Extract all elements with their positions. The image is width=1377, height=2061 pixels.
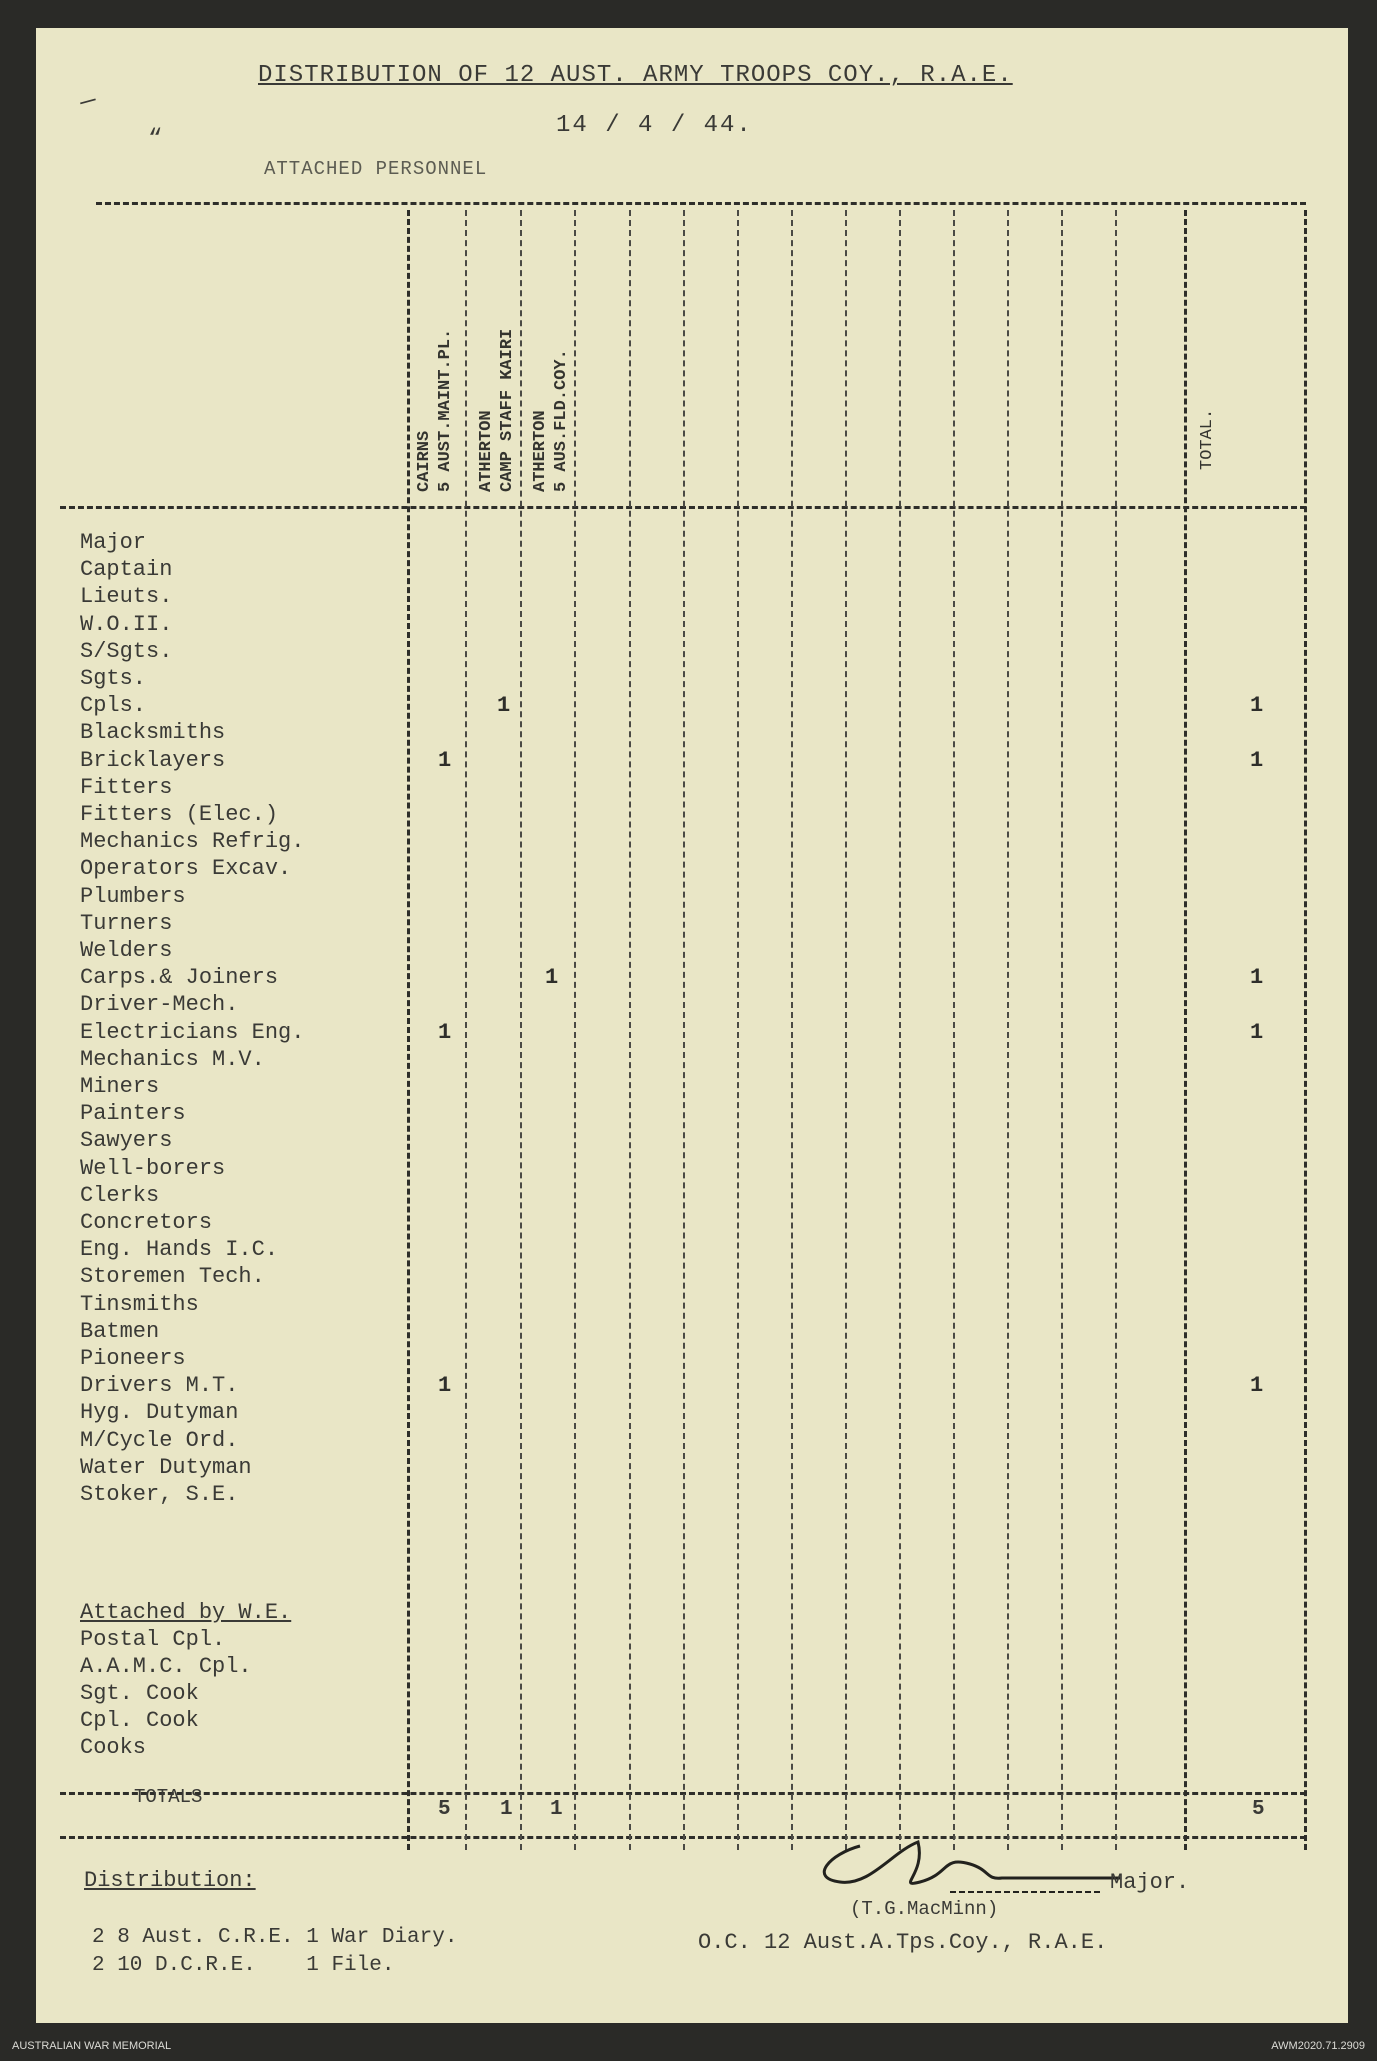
column-divider [953,210,955,1850]
table-cell: 1 [438,747,452,773]
table-row-label: Hyg. Dutyman [80,1400,239,1426]
attached-item: Postal Cpl. [80,1627,226,1652]
grand-total-cell: 5 [1252,1798,1265,1821]
totals-label: TOTALS [134,1786,203,1808]
table-row-label: Stoker, S.E. [80,1482,239,1507]
signatory-unit: O.C. 12 Aust.A.Tps.Coy., R.A.E. [698,1930,1108,1955]
distribution-line: 2 10 D.C.R.E. 1 File. [92,1954,395,1977]
column-divider [1061,210,1063,1850]
attached-item: Cpl. Cook [80,1708,199,1733]
table-row-label: Pioneers [80,1346,186,1371]
column-header [476,329,518,492]
column-header-line: ATHERTON [477,410,496,492]
attached-personnel-heading: ATTACHED PERSONNEL [264,158,488,180]
archive-credit: AUSTRALIAN WAR MEMORIAL [12,2040,172,2052]
column-divider [465,210,467,1850]
total-cell: 1 [550,1798,563,1821]
attached-item: A.A.M.C. Cpl. [80,1654,252,1679]
table-row-label: Welders [80,938,173,963]
right-border [1304,210,1307,1850]
table-row-label: Mechanics Refrig. [80,829,305,855]
column-header-line: CAMP STAFF KAIRI [498,328,517,492]
total-column-header: TOTAL. [1198,408,1217,470]
table-row-label: Sgts. [80,666,147,691]
label-column-divider [407,210,410,1850]
column-divider [899,210,901,1850]
table-row-label: Major [80,530,147,555]
signatory-name: (T.G.MacMinn) [850,1898,999,1920]
table-row-label: Water Dutyman [80,1454,252,1480]
table-row-label: Operators Excav. [80,856,292,882]
table-row-label: Eng. Hands I.C. [80,1237,279,1263]
column-divider [574,210,576,1850]
table-row-label: Mechanics M.V. [80,1046,265,1072]
table-row-label: Well-borers [80,1155,226,1181]
column-divider [1007,210,1009,1850]
total-cell: 5 [438,1798,451,1821]
table-row-label: Plumbers [80,883,186,909]
table-row-label: Turners [80,910,173,936]
distribution-heading: Distribution: [84,1868,256,1893]
handwritten-signature [800,1834,1130,1904]
table-row-label: Painters [80,1101,186,1127]
document-title: DISTRIBUTION OF 12 AUST. ARMY TROOPS COY., R.A.E. [258,62,1013,89]
total-cell: 1 [500,1798,513,1821]
column-divider [1115,210,1117,1850]
margin-mark: “ [148,126,163,153]
table-row-label: Captain [80,557,173,583]
column-header-line: CAIRNS [415,430,434,492]
attached-item: Cooks [80,1735,147,1760]
table-row-label: Concretors [80,1210,213,1235]
column-header [530,349,572,492]
table-row-label: Driver-Mech. [80,992,239,1018]
archive-reference: AWM2020.71.2909 [1271,2040,1365,2052]
row-total-cell: 1 [1250,1019,1264,1045]
total-column-divider [1184,210,1187,1850]
column-divider [520,210,522,1850]
table-row-label: Sawyers [80,1128,173,1154]
signatory-rank: Major. [1110,1870,1190,1895]
document-date: 14 / 4 / 44. [556,112,753,139]
row-total-cell: 1 [1250,747,1264,773]
table-top-rule [96,202,1306,205]
table-row-label: Carps.& Joiners [80,965,279,991]
table-row-label: Lieuts. [80,584,173,610]
table-row-label: Tinsmiths [80,1291,199,1317]
table-row-label: W.O.II. [80,611,173,637]
table-row-label: Batmen [80,1318,160,1344]
table-cell: 1 [497,693,511,719]
column-divider [629,210,631,1850]
table-row-label: Fitters [80,774,173,800]
row-total-cell: 1 [1250,1373,1264,1399]
distribution-line: 2 8 Aust. C.R.E. 1 War Diary. [92,1926,458,1949]
table-row-label: Clerks [80,1182,160,1208]
column-divider [683,210,685,1850]
column-divider [737,210,739,1850]
column-divider [845,210,847,1850]
table-cell: 1 [545,965,559,991]
column-divider [791,210,793,1850]
table-row-label: Electricians Eng. [80,1019,305,1045]
column-header-line: 5 AUST.MAINT.PL. [436,328,455,492]
column-header-line: 5 AUS.FLD.COY. [552,349,571,492]
margin-mark: — [76,84,100,118]
table-row-label: Storemen Tech. [80,1264,265,1290]
table-row-label: Cpls. [80,693,147,719]
table-row-label: Drivers M.T. [80,1373,239,1399]
table-row-label: Blacksmiths [80,720,226,746]
table-row-label: Miners [80,1074,160,1099]
table-row-label: Fitters (Elec.) [80,802,279,827]
table-row-label: S/Sgts. [80,638,173,664]
table-cell: 1 [438,1019,452,1045]
column-header [414,329,456,492]
table-row-label: M/Cycle Ord. [80,1427,239,1453]
row-total-cell: 1 [1250,693,1264,719]
attached-by-we-heading: Attached by W.E. [80,1600,292,1625]
table-row-label: Bricklayers [80,747,226,773]
column-header-line: ATHERTON [531,410,550,492]
table-cell: 1 [438,1373,452,1399]
row-total-cell: 1 [1250,965,1264,991]
attached-item: Sgt. Cook [80,1681,199,1706]
